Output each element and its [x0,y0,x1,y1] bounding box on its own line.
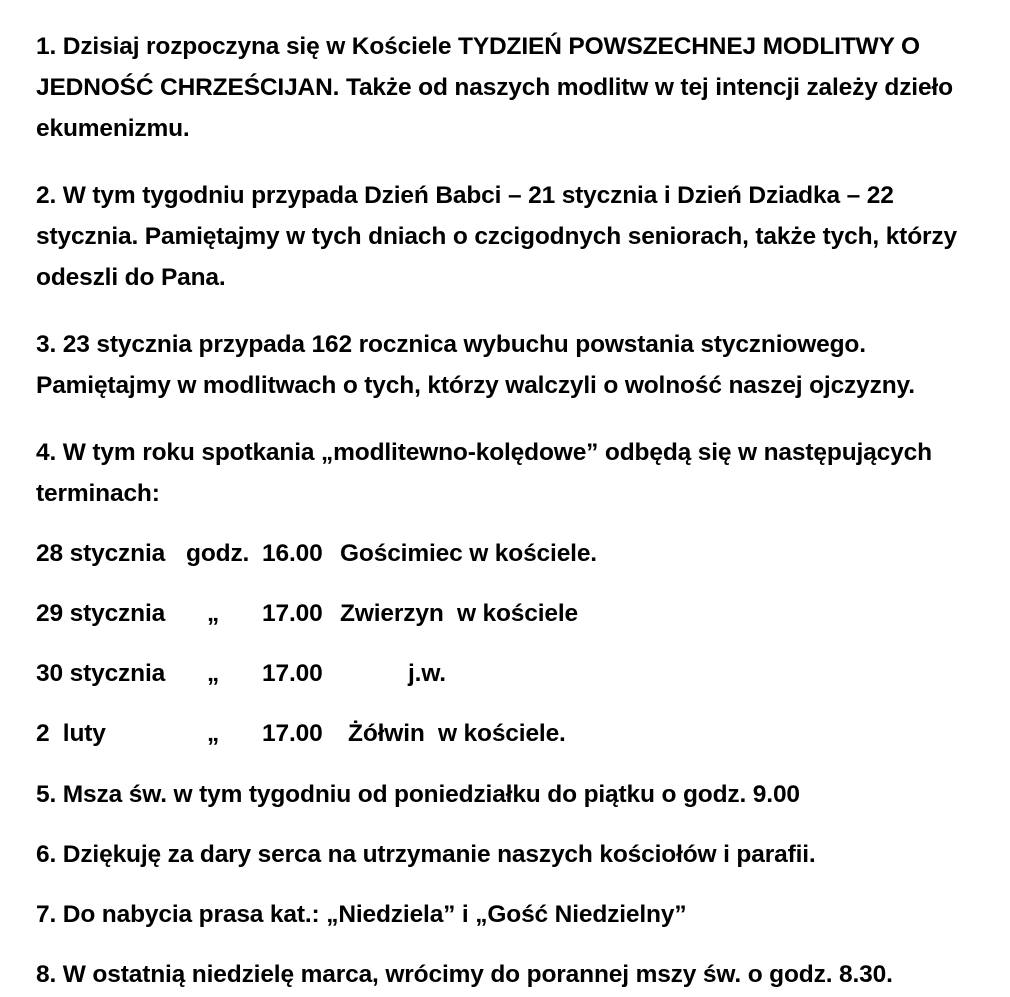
schedule-place: j.w. [408,660,446,687]
schedule-row [36,533,988,574]
announcement-item-8: 8. W ostatnią niedzielę marca, wrócimy do porannej mszy św. o godz. 8.30. [36,961,893,988]
schedule-hour-label: „ [207,600,220,627]
announcement-item-1: 1. Dzisiaj rozpoczyna się w Kościele TYDZIEŃ POWSZECHNEJ MODLITWY O JEDNOŚĆ CHRZEŚCIJAN. Także od naszych modlitw w tej intencji zależy dzieło ekumenizmu. [36,33,960,142]
announcement-item-2: 2. W tym tygodniu przypada Dzień Babci – 21 stycznia i Dzień Dziadka – 22 stycznia. Pamiętajmy w tych dniach o czcigodnych seniorach, także tych, którzy odeszli do Pana. [36,182,964,291]
schedule-date: 2 luty [36,720,106,747]
schedule-date: 29 stycznia [36,600,166,627]
schedule-time: 17.00 [262,660,323,687]
announcement-item-3: 3. 23 stycznia przypada 162 rocznica wybuchu powstania styczniowego. Pamiętajmy w modlitwach o tych, którzy walczyli o wolność naszej ojczyzny. [36,331,915,399]
schedule-time: 17.00 [262,600,323,627]
schedule-time: 16.00 [262,540,323,567]
schedule-row [36,653,988,694]
schedule-row [36,593,988,634]
announcements-body [36,0,988,995]
announcement-item-5: 5. Msza św. w tym tygodniu od poniedziałku do piątku o godz. 9.00 [36,781,800,808]
schedule-place: Gościmiec w kościele. [340,540,597,567]
meeting-schedule-list [36,533,988,754]
schedule-date: 30 stycznia [36,660,166,687]
schedule-date: 28 stycznia [36,540,166,567]
announcement-item-7: 7. Do nabycia prasa kat.: „Niedziela” i „Gość Niedzielny” [36,901,687,928]
schedule-place: Zwierzyn w kościele [340,600,579,627]
schedule-row [36,713,988,754]
schedule-hour-label: „ [207,720,220,747]
announcement-item-4: 4. W tym roku spotkania „modlitewno-kolędowe” odbędą się w następujących terminach: [36,439,939,507]
schedule-hour-label: „ [207,660,220,687]
schedule-time: 17.00 [262,720,323,747]
schedule-place: Żółwin w kościele. [348,720,566,747]
announcement-item-6: 6. Dziękuję za dary serca na utrzymanie naszych kościołów i parafii. [36,841,816,868]
schedule-hour-label: godz. [186,540,250,567]
